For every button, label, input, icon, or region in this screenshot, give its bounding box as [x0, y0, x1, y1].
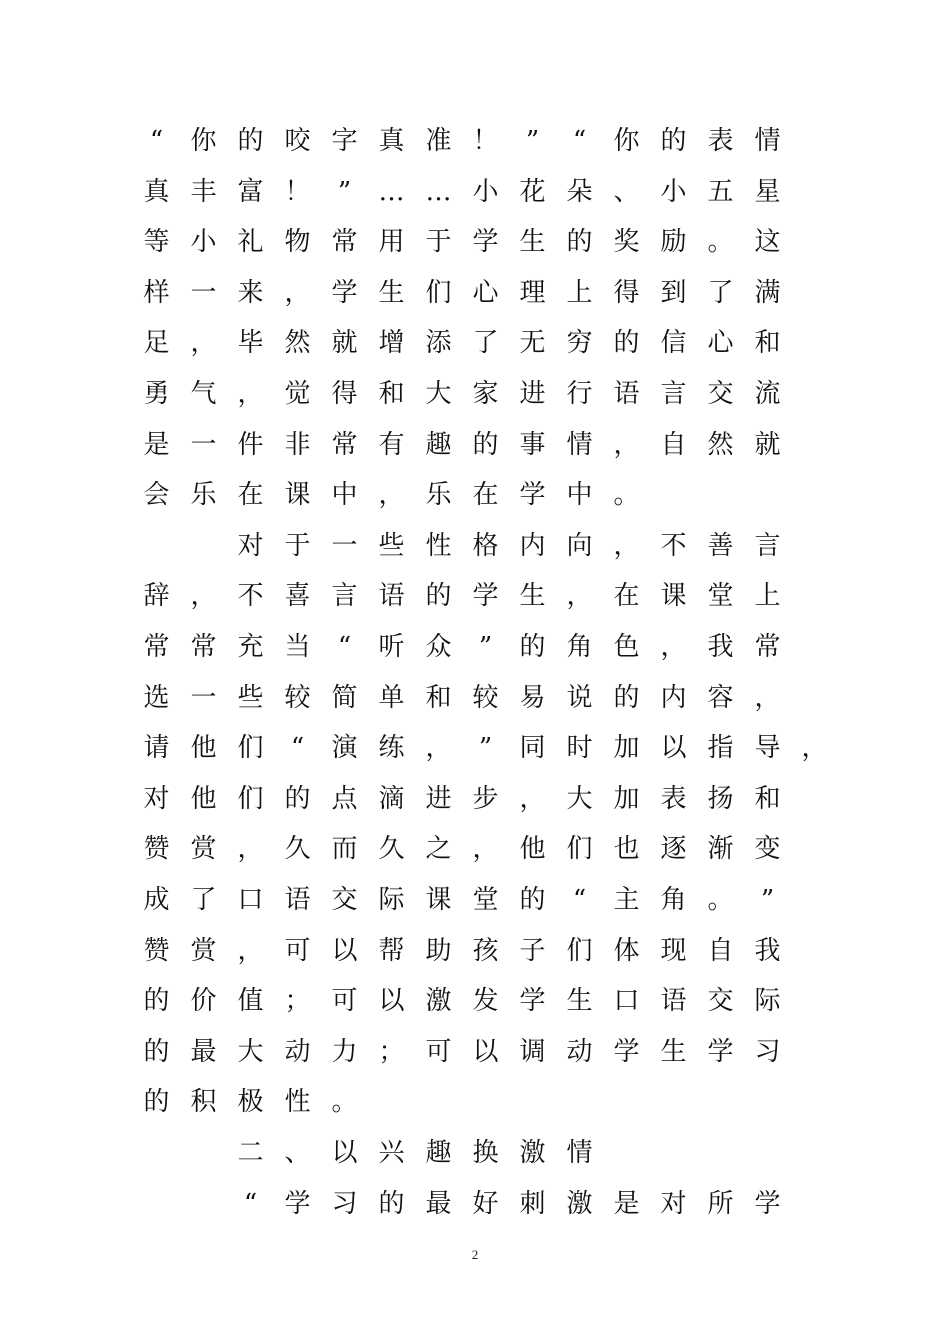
- text-line: 赞 赏 ， 久 而 久 之 ， 他 们 也 逐 渐 变: [143, 834, 781, 865]
- text-line: 的 价 值 ； 可 以 激 发 学 生 口 语 交 际: [143, 986, 781, 1017]
- text-line: 赞 赏 ， 可 以 帮 助 孩 子 们 体 现 自 我: [143, 935, 781, 966]
- text-line: 足 ， 毕 然 就 增 添 了 无 穷 的 信 心 和: [143, 328, 781, 359]
- text-line: 样 一 来 ， 学 生 们 心 理 上 得 到 了 满: [143, 277, 781, 308]
- text-line: 辞 ， 不 喜 言 语 的 学 生 ， 在 课 堂 上: [143, 581, 781, 612]
- text-line: 常 常 充 当 “ 听 众 ” 的 角 色 ， 我 常: [143, 632, 781, 662]
- text-line: 真 丰 富 ！ ” … … 小 花 朵 、 小 五 星: [143, 176, 781, 207]
- text-line: 的 积 极 性 。: [143, 1087, 358, 1118]
- text-line: 是 一 件 非 常 有 趣 的 事 情 ， 自 然 就: [143, 429, 781, 460]
- text-line: 对 他 们 的 点 滴 进 步 ， 大 加 表 扬 和: [143, 783, 781, 814]
- text-line: 成 了 口 语 交 际 课 堂 的 “ 主 角 。 ”: [143, 885, 775, 915]
- text-line: 选 一 些 较 简 单 和 较 易 说 的 内 容 ，: [143, 682, 781, 713]
- text-line: 的 最 大 动 力 ； 可 以 调 动 学 生 学 习: [143, 1036, 781, 1067]
- text-line: 会 乐 在 课 中 ， 乐 在 学 中 。: [143, 480, 640, 511]
- text-line: “ 学 习 的 最 好 刺 激 是 对 所 学: [243, 1188, 781, 1219]
- text-line: 二 、 以 兴 趣 换 激 情: [237, 1138, 593, 1168]
- text-line: 对 于 一 些 性 格 内 向 ， 不 善 言: [237, 530, 781, 561]
- page-number: 2: [471, 1247, 479, 1262]
- text-line: 请 他 们 “ 演 练 ， ” 同 时 加 以 指 导 ，: [143, 733, 828, 764]
- text-line: “ 你 的 咬 字 真 准 ！ ” “ 你 的 表 情: [149, 126, 781, 156]
- text-line: 勇 气 ， 觉 得 和 大 家 进 行 语 言 交 流: [143, 379, 781, 409]
- text-line: 等 小 礼 物 常 用 于 学 生 的 奖 励 。 这: [143, 227, 781, 258]
